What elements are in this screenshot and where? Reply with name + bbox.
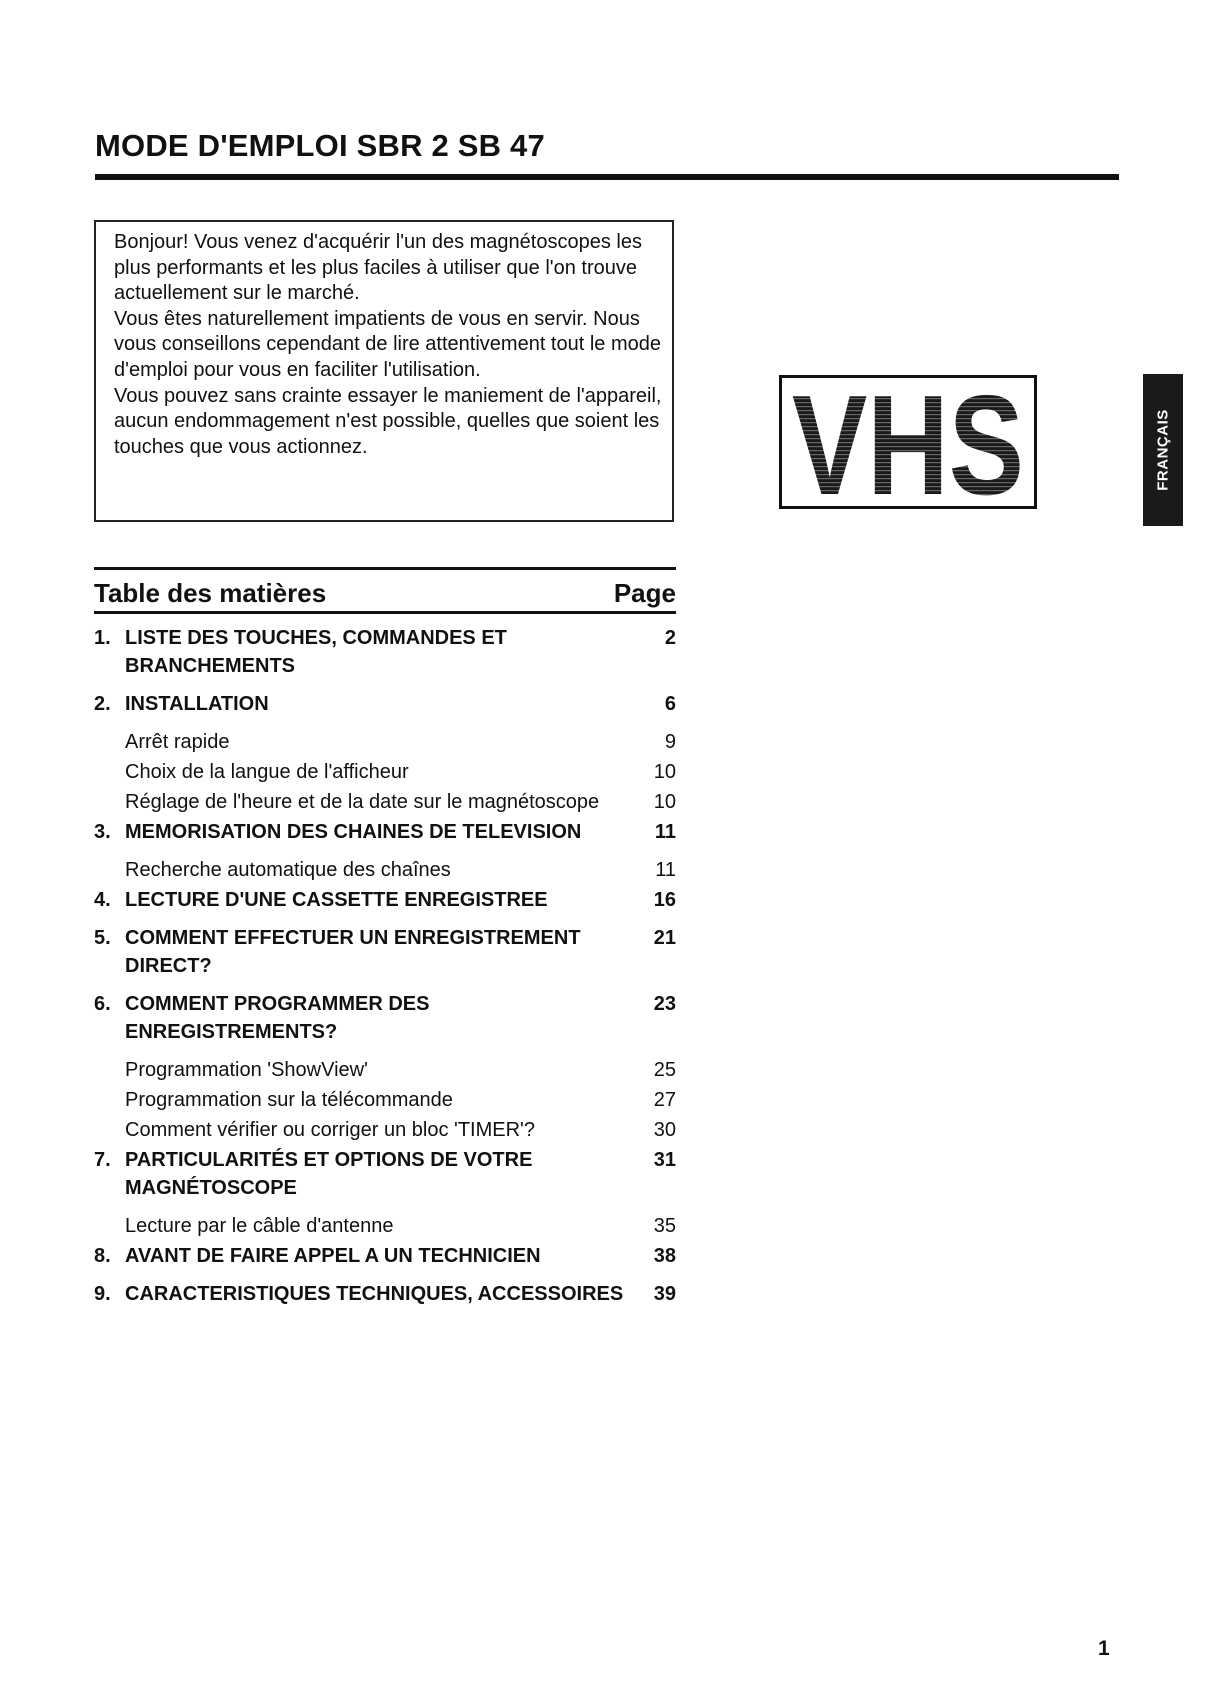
toc-entry-text: Lecture par le câble d'antenne: [125, 1215, 394, 1237]
toc-entry-page: 10: [653, 761, 676, 783]
toc-entry-text: LISTE DES TOUCHES, COMMANDES ET BRANCHEMENTS: [125, 627, 507, 677]
toc-entry-text: CARACTERISTIQUES TECHNIQUES, ACCESSOIRES: [125, 1283, 624, 1305]
toc-subentry: [94, 758, 676, 786]
toc-entry-text: PARTICULARITÉS ET OPTIONS DE VOTRE MAGNÉTOSCOPE: [125, 1149, 533, 1199]
toc-entry-number: 1.: [94, 627, 111, 649]
toc-entry-page: 6: [664, 693, 676, 715]
toc-entry-number: 9.: [94, 1283, 111, 1305]
toc-entry-number: [94, 1056, 125, 1084]
toc-entry-number: 2.: [94, 693, 111, 715]
toc-entry-text: Recherche automatique des chaînes: [125, 859, 451, 881]
toc-entry-text: Programmation 'ShowView': [125, 1059, 368, 1081]
toc-entry-page: 16: [653, 889, 676, 911]
toc-heading: Table des matières: [94, 578, 327, 608]
page-title: MODE D'EMPLOI SBR 2 SB 47: [95, 128, 545, 163]
toc-entry-number: 3.: [94, 821, 111, 843]
toc-entry-text: Choix de la langue de l'afficheur: [125, 761, 409, 783]
toc-entry: [94, 818, 676, 846]
toc-header: [94, 570, 676, 611]
page-number: 1: [1098, 1637, 1110, 1660]
toc-entry-number: [94, 788, 125, 816]
toc-entry-page: 30: [653, 1119, 676, 1141]
toc-entry: [94, 624, 676, 680]
toc-subentry: [94, 1086, 676, 1114]
toc-entry-page: 35: [653, 1215, 676, 1237]
toc-list: [94, 624, 676, 1308]
toc-subentry: [94, 856, 676, 884]
toc-entry-page: 31: [653, 1149, 676, 1171]
toc-subentry: [94, 1116, 676, 1144]
toc-entry-text: COMMENT EFFECTUER UN ENREGISTREMENT DIRECT?: [125, 927, 581, 977]
vhs-logo-graphic: [782, 366, 1034, 525]
toc-entry-page: 27: [653, 1089, 676, 1111]
toc-entry-page: 39: [653, 1283, 676, 1305]
toc-entry: [94, 886, 676, 914]
vhs-logo-text: VHS: [792, 366, 1024, 525]
toc-entry-page: 38: [653, 1245, 676, 1267]
toc-entry-page: 9: [664, 731, 676, 753]
toc-subentry: [94, 788, 676, 816]
toc-entry-number: [94, 1086, 125, 1114]
toc-entry-text: AVANT DE FAIRE APPEL A UN TECHNICIEN: [125, 1245, 541, 1267]
toc-entry-number: [94, 1116, 125, 1144]
toc-entry-text: Programmation sur la télécommande: [125, 1089, 453, 1111]
toc-entry-page: 11: [655, 859, 676, 881]
vhs-logo: [779, 366, 1037, 525]
toc-entry-page: 21: [653, 927, 676, 949]
toc-entry: [94, 990, 676, 1046]
toc-subentry: [94, 1212, 676, 1240]
table-of-contents: [94, 567, 676, 1318]
toc-entry-number: [94, 728, 125, 756]
toc-entry-number: 8.: [94, 1245, 111, 1267]
toc-entry: [94, 1280, 676, 1308]
toc-header-rule: [94, 611, 676, 614]
toc-entry: [94, 690, 676, 718]
toc-entry-text: COMMENT PROGRAMMER DES ENREGISTREMENTS?: [125, 993, 430, 1043]
toc-entry-page: 2: [664, 627, 676, 649]
title-rule: [95, 174, 1119, 180]
toc-entry-text: Comment vérifier ou corriger un bloc 'TIMER'?: [125, 1119, 535, 1141]
toc-entry-number: [94, 856, 125, 884]
toc-entry-text: Réglage de l'heure et de la date sur le magnétoscope: [125, 791, 600, 813]
toc-entry-number: 5.: [94, 927, 111, 949]
toc-entry-number: 4.: [94, 889, 111, 911]
toc-entry-page: 23: [653, 993, 676, 1015]
toc-entry-number: [94, 1212, 125, 1240]
toc-entry: [94, 1242, 676, 1270]
toc-entry-page: 11: [654, 821, 676, 843]
toc-entry: [94, 924, 676, 980]
toc-entry-text: LECTURE D'UNE CASSETTE ENREGISTREE: [125, 889, 548, 911]
toc-entry-page: 10: [653, 791, 676, 813]
toc-page-heading: Page: [613, 578, 676, 608]
toc-subentry: [94, 1056, 676, 1084]
toc-entry-text: INSTALLATION: [125, 693, 269, 715]
intro-box: [94, 220, 674, 522]
toc-entry-text: Arrêt rapide: [125, 731, 230, 753]
intro-paragraph: Vous pouvez sans crainte essayer le maniement de l'appareil, aucun endommagement n'est possible, quelles que soient les touches que vous actionnez.: [114, 384, 662, 458]
toc-subentry: [94, 728, 676, 756]
toc-entry-number: 6.: [94, 993, 111, 1015]
intro-paragraph: Vous êtes naturellement impatients de vous en servir. Nous vous conseillons cependant de lire attentivement tout le mode d'emploi pour vous en faciliter l'utilisation.: [114, 307, 662, 381]
language-tab-label: FRANÇAIS: [1154, 409, 1172, 491]
toc-entry-text: MEMORISATION DES CHAINES DE TELEVISION: [125, 821, 582, 843]
toc-entry-page: 25: [653, 1059, 676, 1081]
toc-entry: [94, 1146, 676, 1202]
toc-entry-number: 7.: [94, 1149, 111, 1171]
language-tab: [1143, 374, 1183, 526]
intro-paragraph: Bonjour! Vous venez d'acquérir l'un des magnétoscopes les plus performants et les plus faciles à utiliser que l'on trouve actuellement sur le marché.: [114, 231, 642, 305]
toc-entry-number: [94, 758, 125, 786]
